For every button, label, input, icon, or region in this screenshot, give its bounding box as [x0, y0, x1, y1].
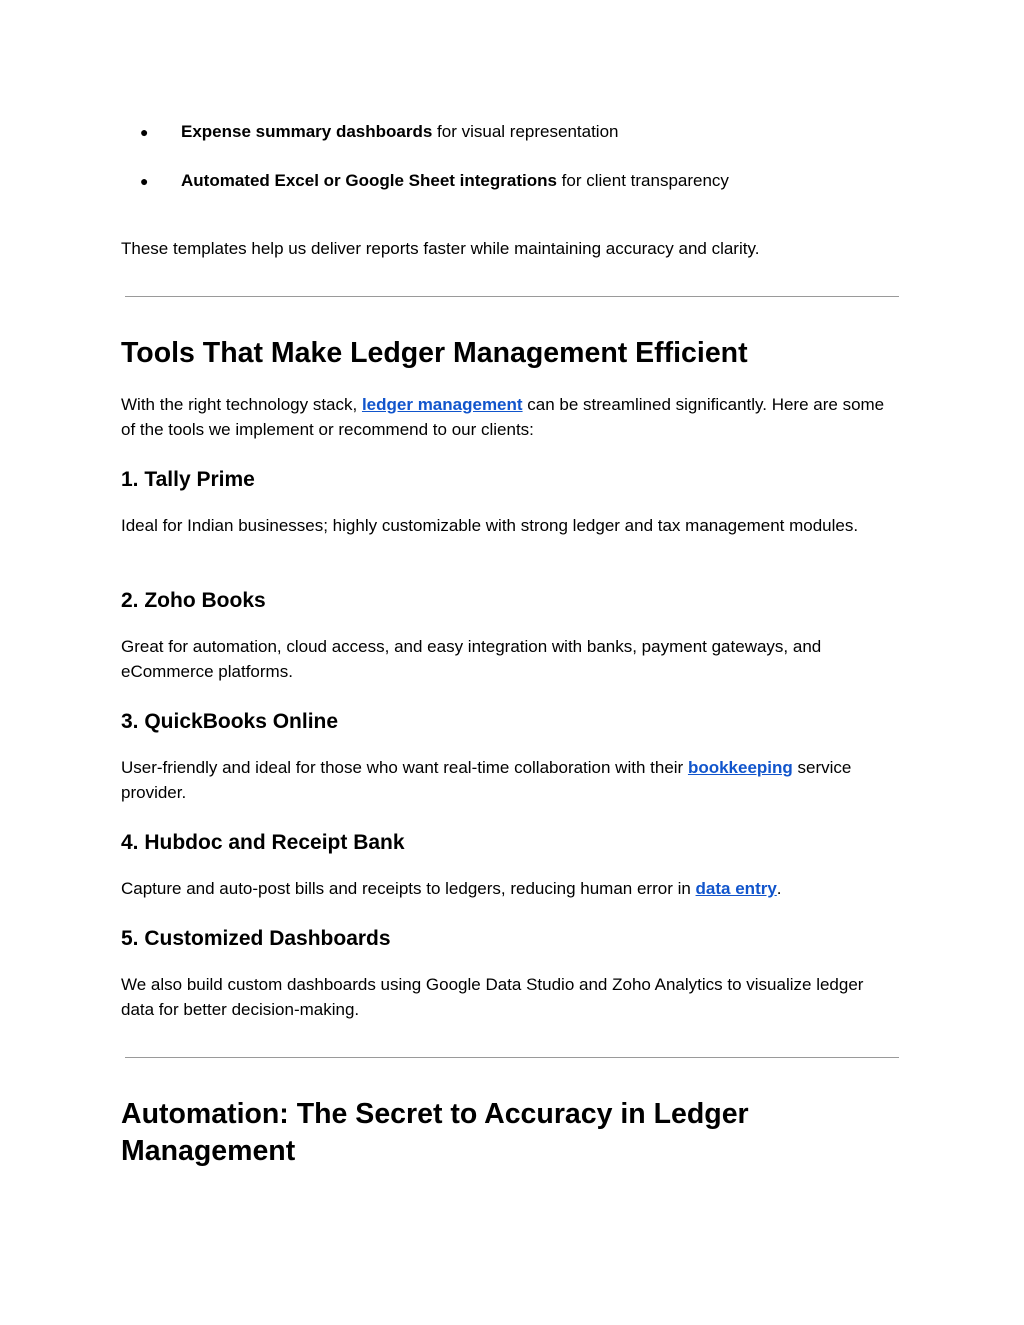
bullet-rest: for client transparency: [556, 171, 729, 190]
bullet-dot-icon: ●: [140, 124, 149, 140]
templates-note: These templates help us deliver reports faster while maintaining accuracy and clarity.: [121, 239, 760, 258]
tool-title: 2. Zoho Books: [121, 589, 266, 612]
tool-text-before: Capture and auto-post bills and receipts to ledgers, reducing human error in: [121, 879, 696, 898]
tool-title: 1. Tally Prime: [121, 468, 255, 491]
data-entry-link[interactable]: data entry: [695, 879, 777, 898]
bullet-text: [181, 170, 729, 192]
bullet-text: [181, 121, 618, 143]
ledger-management-link[interactable]: ledger management: [361, 395, 523, 414]
tool-title: 4. Hubdoc and Receipt Bank: [121, 831, 405, 854]
tool-description: We also build custom dashboards using Google Data Studio and Zoho Analytics to visualize ledger data for better decision-making.: [121, 975, 864, 1019]
bullet-rest: for visual representation: [432, 122, 619, 141]
tool-description: Great for automation, cloud access, and easy integration with banks, payment gateways, and eCommerce platforms.: [121, 637, 822, 681]
bullet-bold: Expense summary dashboards: [181, 122, 433, 141]
tool-title: 3. QuickBooks Online: [121, 710, 339, 733]
tools-heading: Tools That Make Ledger Management Efficient: [121, 337, 748, 369]
bullet-dot-icon: ●: [140, 173, 149, 189]
tool-text-before: User-friendly and ideal for those who want real-time collaboration with their: [121, 758, 688, 777]
tool-text-after: service provider.: [121, 758, 852, 802]
automation-heading: Automation: The Secret to Accuracy in Ledger Management: [121, 1098, 749, 1167]
tool-description: [121, 756, 899, 805]
tools-intro: [121, 393, 899, 442]
intro-text-before: With the right technology stack,: [121, 395, 362, 414]
tool-text-after: .: [776, 879, 782, 898]
bookkeeping-link[interactable]: bookkeeping: [687, 758, 793, 777]
section-divider: [125, 296, 899, 297]
tool-description: Ideal for Indian businesses; highly customizable with strong ledger and tax management modules.: [121, 516, 859, 535]
section-divider: [125, 1057, 899, 1058]
tool-description: [121, 877, 899, 902]
bullet-bold: Automated Excel or Google Sheet integrations: [181, 171, 557, 190]
tool-title: 5. Customized Dashboards: [121, 927, 391, 950]
intro-text-after: can be streamlined significantly. Here are some of the tools we implement or recommend to our clients:: [121, 395, 885, 439]
